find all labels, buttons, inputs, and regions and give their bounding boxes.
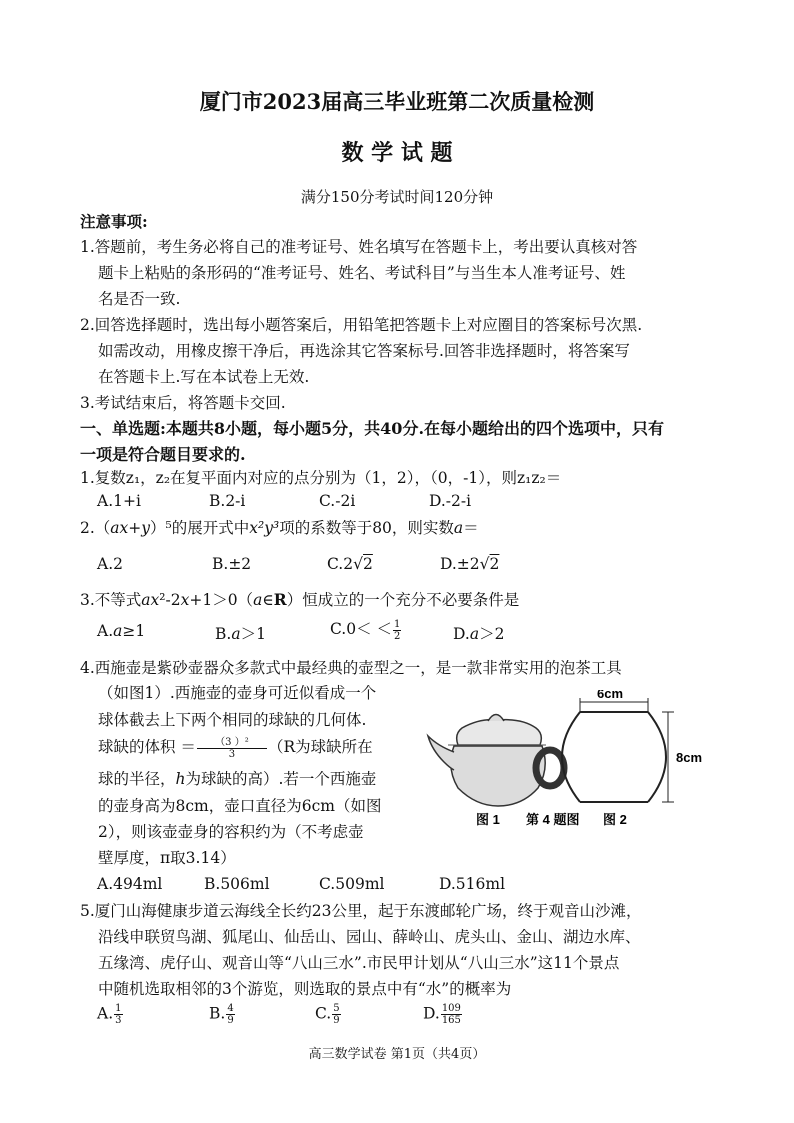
q4-figure — [418, 690, 718, 830]
q3-option-b: B.a＞1 — [215, 625, 266, 643]
figure-2-caption: 图 2 — [603, 812, 627, 827]
page-footer: 高三数学试卷 第1页（共4页） — [308, 1047, 486, 1062]
dim-side-label: 8cm — [676, 750, 703, 765]
q2-option-d: D.±2√2 — [440, 555, 500, 573]
note-1-line-2: 题卡上粘贴的条形码的“准考证号、姓名、考试科目”与当生本人准考证号、姓 — [98, 264, 626, 282]
note-3: 3.考试结束后，将答题卡交回. — [80, 394, 286, 412]
q5-line-3: 五缘湾、虎仔山、观音山等“八山三水”.市民甲计划从“八山三水”这11个景点 — [98, 954, 620, 972]
q1-option-d: D.-2-i — [429, 492, 472, 510]
exam-title: 厦门市2023届高三毕业班第二次质量检测 — [199, 89, 595, 114]
q4-option-a: A.494ml — [97, 875, 163, 893]
q1-option-c: C.-2i — [319, 492, 356, 510]
teapot-figure-1 — [428, 715, 564, 807]
note-2-line-1: 2.回答选择题时，选出每小题答案后，用铅笔把答题卡上对应圈目的答案标号次黑. — [80, 316, 643, 334]
q5-line-4: 中随机选取相邻的3个游览，则选取的景点中有“水”的概率为 — [98, 980, 512, 998]
note-1-line-1: 1.答题前，考生务必将自己的准考证号、姓名填写在答题卡上，考出要认真核对答 — [80, 238, 638, 256]
q3-option-d: D.a＞2 — [453, 625, 505, 643]
q4-line-2: （如图1）.西施壶的壶身可近似看成一个 — [98, 684, 377, 702]
q5-option-c: C. $\frac{5}{9}$ — [315, 1003, 340, 1026]
q5-option-b: B. $\frac{4}{9}$ — [209, 1003, 234, 1026]
q4-option-b: B.506ml — [204, 875, 270, 893]
q3-option-a: A.a≥1 — [97, 622, 146, 640]
q5-line-1: 5.厦门山海健康步道云海线全长约23公里，起于东渡邮轮广场，终于观音山沙滩， — [80, 902, 642, 920]
subject-title: 数 学 试 题 — [341, 140, 453, 166]
q4-option-d: D.516ml — [439, 875, 506, 893]
q1-option-b: B.2-i — [209, 492, 246, 510]
q3-option-c: C.0＜ ＜ $\frac{1}{2}$ — [330, 618, 401, 642]
figure-1-caption: 图 1 — [476, 812, 500, 827]
q2-stem: 2.（ax+y）⁵的展开式中x²y³项的系数等于80，则实数a＝ — [80, 519, 479, 537]
note-2-line-2: 如需改动，用橡皮擦干净后，再选涂其它答案标号.回答非选择题时，将答案写 — [98, 342, 630, 360]
dim-top-label: 6cm — [597, 690, 624, 701]
note-1-line-3: 名是否一致. — [98, 290, 181, 308]
q4-line-1: 4.西施壶是紫砂壶器众多款式中最经典的壶型之一，是一款非常实用的泡茶工具 — [80, 659, 622, 677]
section-heading-line-2: 一项是符合题目要求的. — [80, 445, 246, 464]
sphere-diagram-figure-2 — [562, 698, 674, 802]
q1-stem: 1.复数z₁，z₂在复平面内对应的点分别为（1，2），（0，-1），则z₁z₂＝ — [80, 469, 562, 487]
q2-option-c: C.2√2 — [327, 555, 373, 573]
q5-option-d: D. $\frac{109}{165}$ — [423, 1003, 461, 1026]
q3-stem: 3.不等式ax²-2x+1＞0（a∈R）恒成立的一个充分不必要条件是 — [80, 590, 520, 609]
q5-option-a: A. $\frac{1}{3}$ — [97, 1003, 122, 1026]
q5-line-2: 沿线申联贸鸟湖、狐尾山、仙岳山、园山、薛岭山、虎头山、金山、湖边水库、 — [98, 928, 641, 946]
q4-option-c: C.509ml — [319, 875, 385, 893]
q4-line-7: 2），则该壶壶身的容积约为（不考虑壶 — [98, 823, 364, 841]
q4-line-3: 球体截去上下两个相同的球缺的几何体. — [98, 711, 367, 729]
section-heading-line-1: 一、单选题:本题共8小题，每小题5分，共40分.在每小题给出的四个选项中，只有 — [80, 419, 665, 438]
notes-heading: 注意事项: — [80, 212, 148, 231]
q2-option-a: A.2 — [97, 555, 123, 573]
q4-line-5: 球的半径，h为球缺的高）.若一个西施壶 — [98, 770, 377, 788]
q4-line-6: 的壶身高为8cm，壶口直径为6cm（如图 — [98, 797, 382, 815]
note-2-line-3: 在答题卡上.写在本试卷上无效. — [98, 368, 310, 386]
q2-option-b: B.±2 — [212, 555, 252, 573]
q1-option-a: A.1+i — [97, 492, 141, 510]
q4-line-4: 球缺的体积 ＝ $\frac{\text{（3 ）²}}{3}$ （R为球缺所在 — [98, 736, 373, 760]
figure-main-caption: 第 4 题图 — [526, 812, 580, 827]
q4-line-8: 壁厚度，π取3.14） — [98, 849, 236, 867]
exam-info: 满分150分考试时间120分钟 — [300, 188, 494, 206]
